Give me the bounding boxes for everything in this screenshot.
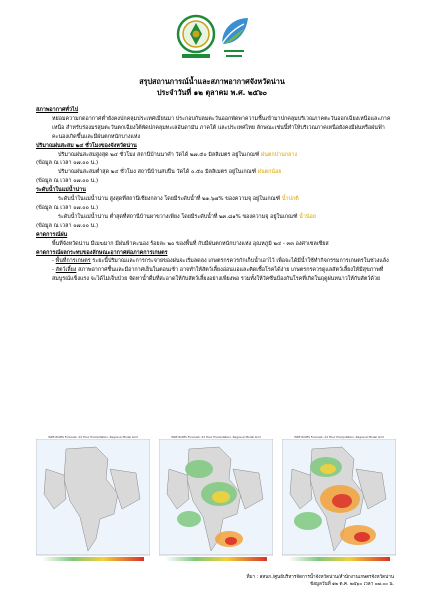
river-high-value: ๒๑.๖๗% <box>202 196 224 203</box>
forecast-text: พื้นที่จังหวัดน่าน มีเมฆมาก มีฝนฟ้าคะนอง ร้อยละ ๒๐ ของพื้นที่ กับมีฝนตกหนักบางแห่ง อุณหภูมิ ๒๔ - ๓๓ องศาเซลเซียส <box>52 240 329 247</box>
river-low-text: ระดับน้ำในแม่น้ำน่าน ต่ำสุดที่สถานีบ้านผาขวางเพียง โดยมีระดับน้ำที่ <box>58 213 220 220</box>
rain-min-text: ปริมาณฝนสะสมต่ำสุด ๒๔ ชั่วโมง สถานีบ้านสบปืน วัดได้ <box>58 169 192 176</box>
forecast-map-3 <box>282 436 396 570</box>
general-heading: สภาพอากาศทั่วไป <box>36 107 79 113</box>
footer-updated: ข้อมูลวันที่ ๑๒ ต.ค. ๒๕๖๐ เวลา ๐๗.๐๐ น. <box>310 582 394 587</box>
river-low-unit: ของความจุ อยู่ในเกณฑ์ <box>240 213 300 220</box>
rain-max-time: (ข้อมูล ณ เวลา ๐๗.๐๐ น.) <box>36 160 99 167</box>
advice-item-2-text: สภาพอากาศชื้นและมีอากาศเย็นในตอนเช้า อาจทำให้สัตว์เลี้ยงอ่อนแอและติดเชื้อโรคได้ง่าย เกษตรกรควรดูแลสัตว์เลี้ยงให้มีสุขภาพที่สมบูรณ์แข็งแรง จะได้ไม่เจ็บป่วย จัดหาน้ำดื่มที่สะอาดให้กับสัตว์เลี้ยงอย่างเพียงพอ รวมทั้งให้วัคซีนป้องกันโรคที่เกิดในฤดูฝนหนาวให้กับสัตว์ด้วย <box>52 267 384 283</box>
title-line-1: สรุปสถานการณ์น้ำและสภาพอากาศจังหวัดน่าน <box>139 77 285 86</box>
forecast-heading: คาดการณ์ฝน <box>36 231 68 238</box>
map-1-caption: WRF-ROMS Forecast, 24 Hour Precipitation, Regional Model Grid <box>48 435 138 439</box>
map-3-image <box>282 439 396 563</box>
river-low-time: (ข้อมูล ณ เวลา ๐๗.๐๐ น.) <box>36 222 99 229</box>
river-high-level: น้ำปกติ <box>281 196 299 203</box>
river-heading: ระดับน้ำในแม่น้ำน่าน <box>36 187 86 194</box>
map-3-caption: WRF-ROMS Forecast, 24 Hour Precipitation, Regional Model Grid <box>294 435 384 439</box>
river-low-level: น้ำน้อย <box>299 213 316 220</box>
rain-min-unit: มิลลิเมตร อยู่ในเกณฑ์ <box>203 169 258 176</box>
advice-item-2-label: สัตว์เลี้ยง <box>55 267 77 274</box>
rain-max-level: ฝนตกปานกลาง <box>261 151 297 158</box>
forecast-map-1 <box>36 436 150 570</box>
river-high-time: (ข้อมูล ณ เวลา ๐๗.๐๐ น.) <box>36 204 99 211</box>
ministry-seal-logo <box>176 14 216 62</box>
rain-heading: ปริมาณฝนสะสม ๒๔ ชั่วโมงของจังหวัดน่าน <box>36 142 137 149</box>
river-low-line <box>36 213 392 222</box>
rain-min-level: ฝนตกน้อย <box>257 169 282 176</box>
rain-min-line <box>36 168 392 177</box>
footer-source: ที่มา : สสนก./ศูนย์บริหารจัดการน้ำจังหวัดน่าน/สำนักงานเกษตรจังหวัดน่าน <box>246 575 394 580</box>
advice-heading: คาดการณ์ผลกระทบของลักษณะอากาศต่อภาคการเกษตร <box>36 249 168 256</box>
advice-item-2: - สัตว์เลี้ยง สภาพอากาศชื้นและมีอากาศเย็นในตอนเช้า อาจทำให้สัตว์เลี้ยงอ่อนแอและติดเชื้อโรคได้ง่าย เกษตรกรควรดูแลสัตว์เลี้ยงให้มีสุขภาพที่สมบูรณ์แข็งแรง จะได้ไม่เจ็บป่วย จัดหาน้ำดื่มที่สะอาดให้กับสัตว์เลี้ยงอย่างเพียงพอ รวมทั้งให้วัคซีนป้องกันโรคที่เกิดในฤดูฝนหนาวให้กับสัตว์ด้วย <box>52 267 384 283</box>
rain-max-unit: มิลลิเมตร อยู่ในเกณฑ์ <box>206 151 262 158</box>
title-line-2: ประจำวันที่ ๑๒ ตุลาคม พ.ศ. ๒๕๖๐ <box>156 88 268 97</box>
forecast-map-2 <box>159 436 273 570</box>
rain-max-value: ๒๗.๕๐ <box>189 151 207 158</box>
agency-leaf-logo <box>218 14 250 62</box>
rain-max-line <box>36 151 392 160</box>
advice-item-1-label: พื้นที่การเกษตร <box>55 258 91 265</box>
document-footer <box>247 574 395 588</box>
map-2-image <box>159 439 273 563</box>
report-body <box>36 106 392 284</box>
forecast-maps <box>36 436 396 570</box>
river-high-text: ระดับน้ำในแม่น้ำน่าน สูงสุดที่สถานีเชียงกลาง โดยมีระดับน้ำที่ <box>58 196 203 203</box>
advice-item-1: - พื้นที่การเกษตร ระยะนี้ปริมาณและการกระจายของฝนจะเริ่มลดลง เกษตรกรควรกักเก็บน้ำเอาไว้ เพื่อจะได้มีน้ำใช้ทำกิจกรรมการเกษตรในช่วงแล้ง <box>52 258 389 265</box>
rain-min-value: ๐.๕๐ <box>191 169 204 176</box>
header-logos <box>0 14 424 64</box>
general-text: หย่อมความกดอากาศต่ำยังคงปกคลุมประเทศเมียนมา ประกอบกับลมตะวันออกพัดพาความชื้นเข้ามาปกคลุมบริเวณภาคตะวันออกเฉียงเหนือและภาคเหนือ สำหรับร่องมรสุมตะวันตกเฉียงใต้พัดปกคลุมทะเลอันดามัน ภาคใต้ และประเทศไทย ลักษณะเช่นนี้ทำให้บริเวณภาคเหนือยังคงมีฝนหรือฝนฟ้าคะนองเกิดขึ้นและมีฝนตกหนักบางแห่ง <box>52 115 391 140</box>
map-2-caption: WRF-ROMS Forecast, 24 Hour Precipitation, Regional Model Grid <box>171 435 261 439</box>
advice-item-1-text: ระยะนี้ปริมาณและการกระจายของฝนจะเริ่มลดลง เกษตรกรควรกักเก็บน้ำเอาไว้ เพื่อจะได้มีน้ำใช้ทำกิจกรรมการเกษตรในช่วงแล้ง <box>90 258 389 265</box>
map-1-image <box>36 439 150 563</box>
document-title <box>0 76 424 98</box>
river-high-unit: ของความจุ อยู่ในเกณฑ์ <box>223 196 282 203</box>
river-high-line <box>36 195 392 204</box>
river-low-value: ๒๓.๘๑% <box>219 213 241 220</box>
rain-max-text: ปริมาณฝนสะสมสูงสุด ๒๔ ชั่วโมง สถานีบ้านนาคำ วัดได้ <box>58 151 190 158</box>
rain-min-time: (ข้อมูล ณ เวลา ๐๗.๐๐ น.) <box>36 178 99 185</box>
